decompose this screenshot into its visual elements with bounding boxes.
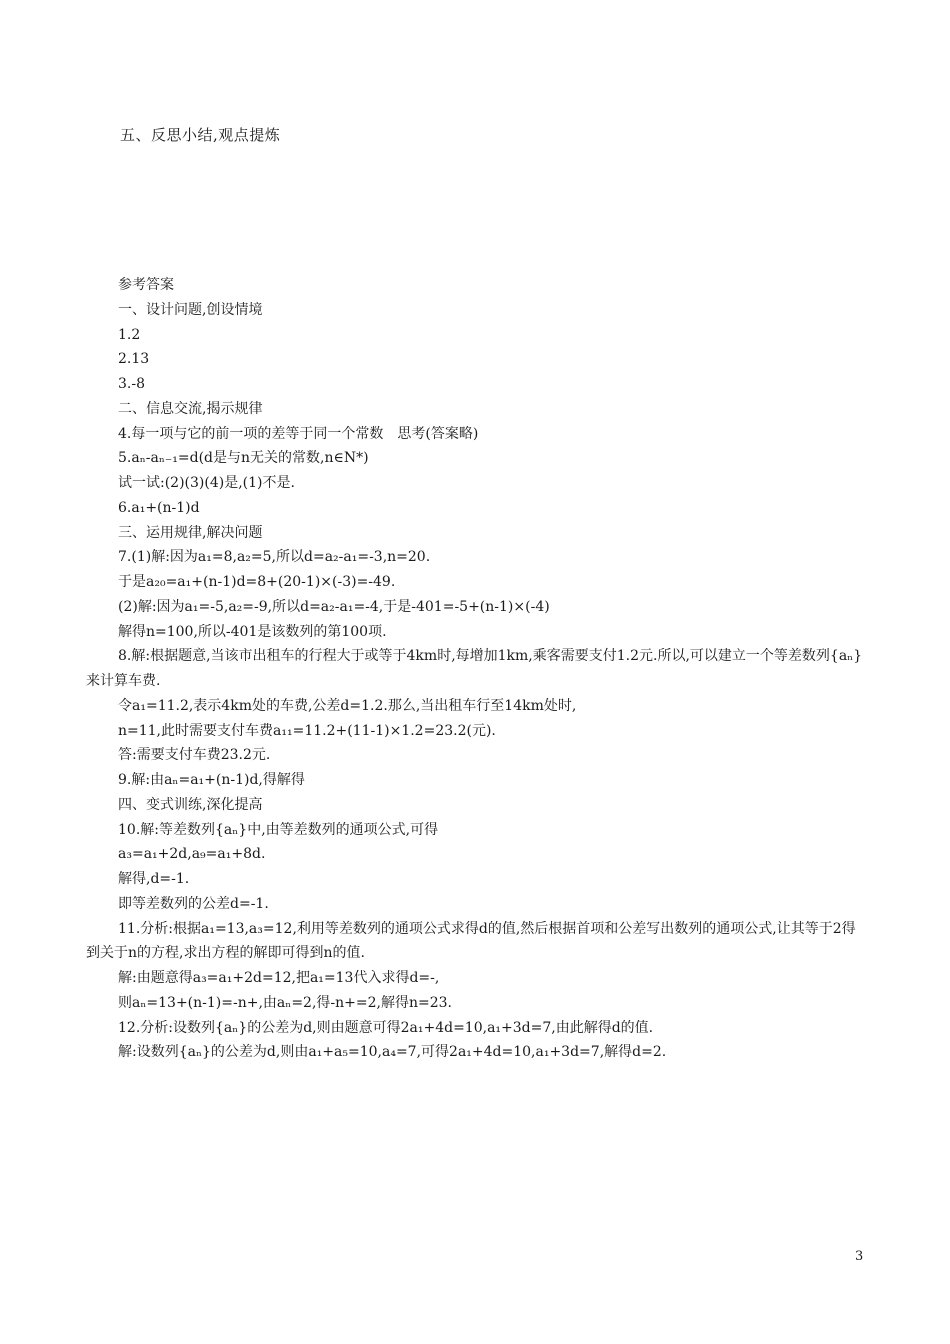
answer-line: a₃=a₁+2d,a₉=a₁+8d.: [118, 846, 266, 863]
answer-line: 1.2: [118, 326, 141, 343]
answers-title: 参考答案: [118, 277, 174, 293]
answer-line: 12.分析:设数列{aₙ}的公差为d,则由题意可得2a₁+4d=10,a₁+3d=7,由此解得d的值.: [118, 1019, 654, 1036]
answers-section: [86, 273, 868, 1065]
answer-line: 5.aₙ-aₙ₋₁=d(d是与n无关的常数,n∈N*): [118, 450, 369, 467]
answer-line: 解:由题意得a₃=a₁+2d=12,把a₁=13代入求得d=-,: [118, 970, 440, 986]
answer-line: 二、信息交流,揭示规律: [118, 400, 263, 417]
section5-heading: 五、反思小结,观点提炼: [120, 126, 281, 144]
answer-line: 10.解:等差数列{aₙ}中,由等差数列的通项公式,可得: [118, 821, 439, 838]
answer-line: 4.每一项与它的前一项的差等于同一个常数 思考(答案略): [118, 425, 479, 442]
answer-line: (2)解:因为a₁=-5,a₂=-9,所以d=a₂-a₁=-4,于是-401=-5+(n-1)×(-4): [118, 598, 550, 615]
answer-line: 四、变式训练,深化提高: [118, 796, 263, 813]
page-number: 3: [855, 1249, 864, 1264]
answer-line: 6.a₁+(n-1)d: [118, 499, 200, 516]
answer-line: n=11,此时需要支付车费a₁₁=11.2+(11-1)×1.2=23.2(元).: [118, 722, 496, 739]
answer-line: 试一试:(2)(3)(4)是,(1)不是.: [118, 475, 295, 491]
answer-line: 答:需要支付车费23.2元.: [118, 747, 271, 764]
answer-paragraph-11: 11.分析:根据a₁=13,a₃=12,利用等差数列的通项公式求得d的值,然后根据首项和公差写出数列的通项公式,让其等于2得到关于n的方程,求出方程的解即可得到n的值.: [86, 920, 856, 962]
answer-line: 于是a₂₀=a₁+(n-1)d=8+(20-1)×(-3)=-49.: [118, 574, 396, 590]
answer-line: 7.(1)解:因为a₁=8,a₂=5,所以d=a₂-a₁=-3,n=20.: [118, 549, 431, 566]
answer-line: 则aₙ=13+(n-1)=-n+,由aₙ=2,得-n+=2,解得n=23.: [118, 994, 452, 1011]
answer-line: 9.解:由aₙ=a₁+(n-1)d,得解得: [118, 772, 305, 788]
answer-line: 即等差数列的公差d=-1.: [118, 895, 269, 912]
answer-line: 解得,d=-1.: [118, 871, 190, 887]
answer-paragraph-8: 8.解:根据题意,当该市出租车的行程大于或等于4km时,每增加1km,乘客需要支付1.2元.所以,可以建立一个等差数列{aₙ}来计算车费.: [86, 648, 863, 689]
answer-line: 解:设数列{aₙ}的公差为d,则由a₁+a₅=10,a₄=7,可得2a₁+4d=10,a₁+3d=7,解得d=2.: [118, 1044, 667, 1061]
answer-line: 令a₁=11.2,表示4km处的车费,公差d=1.2.那么,当出租车行至14km处时,: [118, 697, 577, 714]
answer-line: 2.13: [118, 351, 150, 368]
answer-line: 三、运用规律,解决问题: [118, 524, 263, 541]
answer-line: 解得n=100,所以-401是该数列的第100项.: [118, 623, 387, 640]
answer-line: 3.-8: [118, 376, 145, 392]
answer-line: 一、设计问题,创设情境: [118, 301, 263, 318]
